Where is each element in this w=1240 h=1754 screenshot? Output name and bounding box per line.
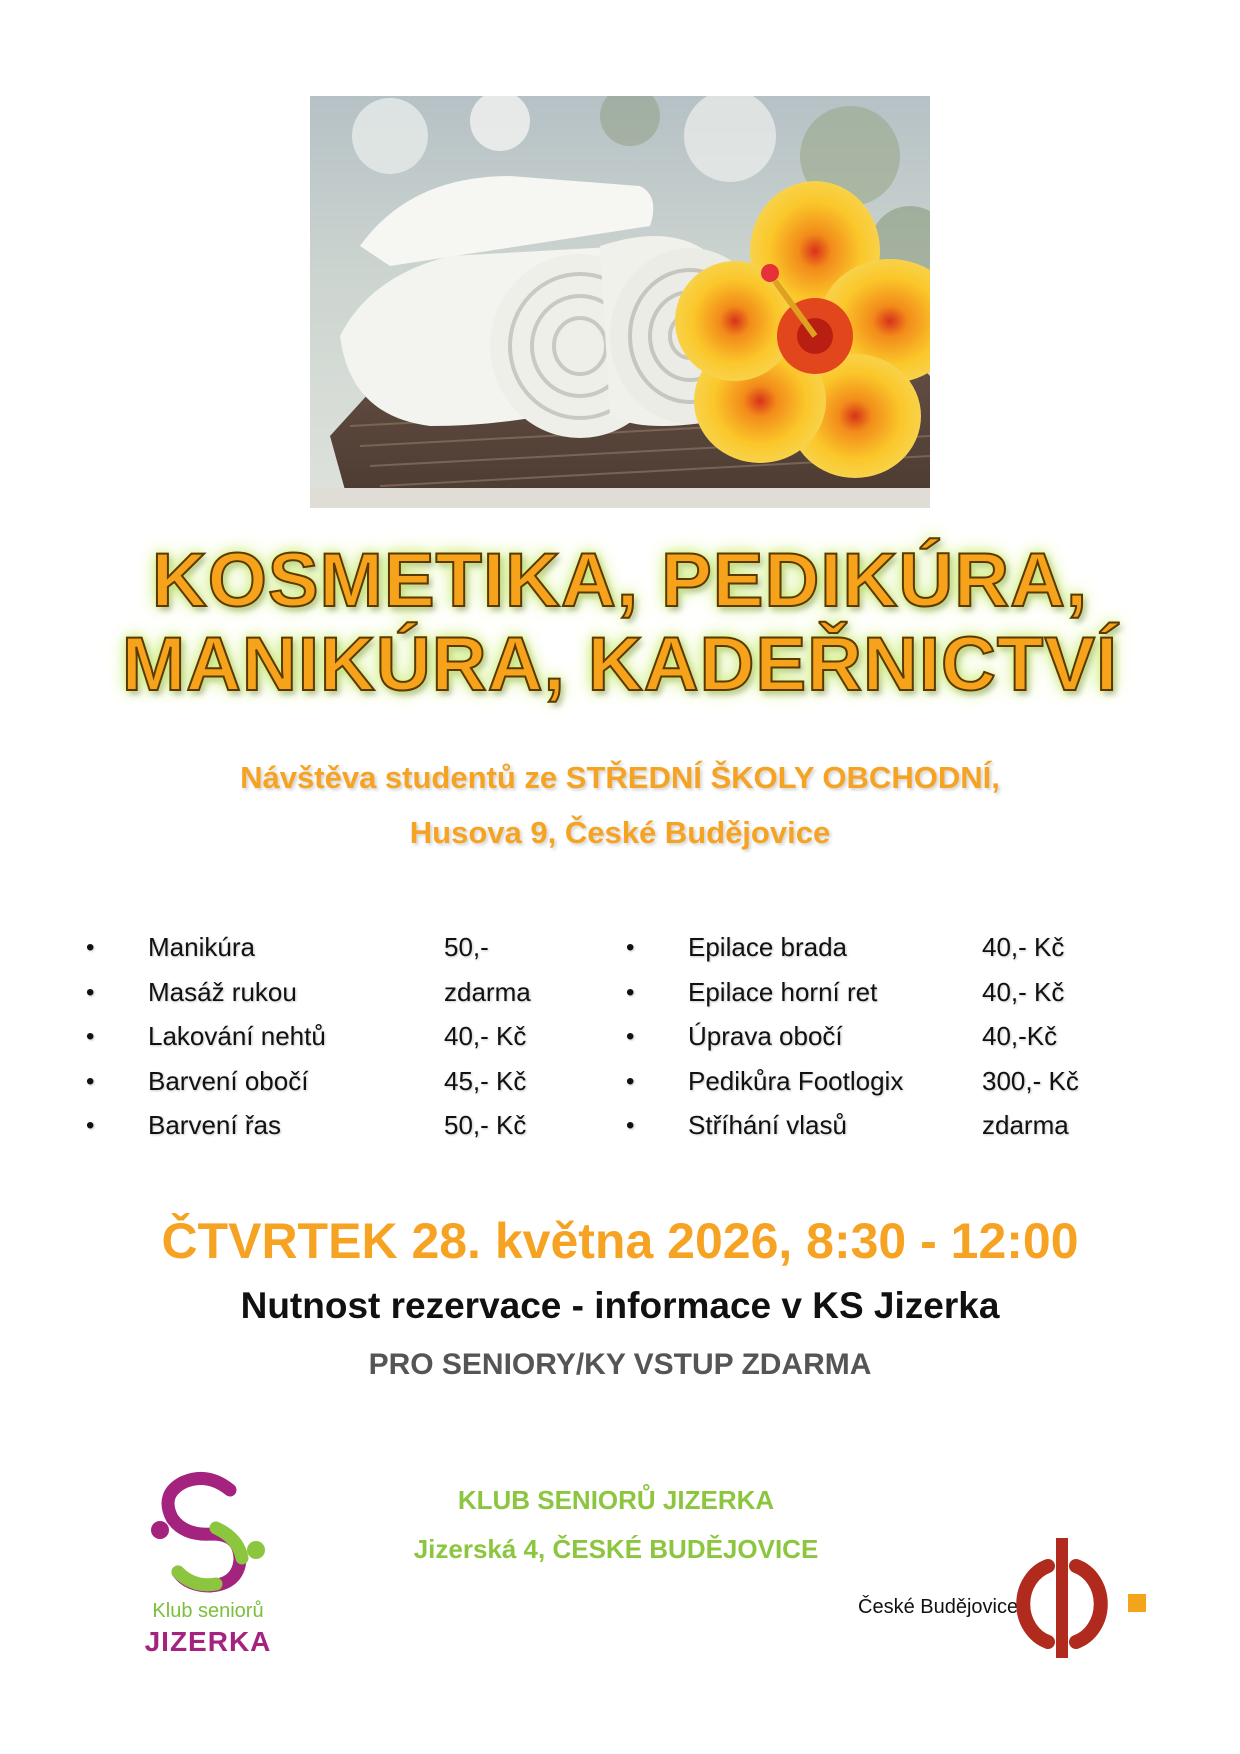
logo-text-line1: Klub seniorů [152,1600,264,1622]
service-price: zdarma [982,1110,1069,1140]
services-list [0,932,1240,1152]
visit-line2: Husova 9, České Budějovice [409,815,831,850]
bullet-icon: • [626,1112,635,1139]
bullet-icon: • [626,978,635,1006]
klub-senioru-emblem-icon [138,1468,278,1598]
service-price: 50,- Kč [444,1110,527,1140]
bullet-icon: • [86,1067,95,1095]
bullet-icon: • [86,934,95,961]
service-price: zdarma [444,976,531,1007]
service-price: 50,- [444,932,489,962]
club-address: Jizerská 4, ČESKÉ BUDĚJOVICE [413,1534,819,1564]
city-name: České Budějovice [858,1596,1019,1618]
service-price: 45,- Kč [444,1065,527,1096]
bullet-icon: • [86,1112,95,1139]
klub-senioru-logo [138,1468,278,1658]
service-name: Lakování nehtů [148,1021,326,1051]
visit-line1: Návštěva studentů ze STŘEDNÍ ŠKOLY OBCHODNÍ, [240,760,1000,795]
service-price: 40,- Kč [982,976,1065,1007]
service-name: Barvení řas [148,1110,281,1140]
service-price: 40,- Kč [982,932,1065,962]
service-name: Úprava obočí [688,1021,843,1051]
free-entry-note: PRO SENIORY/KY VSTUP ZDARMA [368,1348,872,1381]
service-name: Manikúra [148,932,255,962]
logo-text-line2: JIZERKA [144,1626,272,1657]
headline-line1: KOSMETIKA, PEDIKÚRA, [151,538,1089,623]
bullet-icon: • [86,978,95,1006]
event-date: ČTVRTEK 28. května 2026, 8:30 - 12:00 [161,1213,1079,1269]
service-name: Masáž rukou [148,976,297,1007]
ceske-budejovice-logo [858,1538,1148,1658]
service-name: Epilace horní ret [688,976,878,1007]
club-name: KLUB SENIORŮ JIZERKA [457,1485,775,1515]
headline-line2: MANIKÚRA, KADEŘNICTVÍ [121,622,1119,707]
service-name: Epilace brada [688,932,847,962]
bullet-icon: • [626,934,635,961]
service-price: 40,- Kč [444,1021,527,1051]
reservation-note: Nutnost rezervace - informace v KS Jizerka [240,1285,1000,1326]
bullet-icon: • [626,1067,635,1095]
spa-photo [310,96,930,508]
service-name: Stříhání vlasů [688,1110,847,1140]
bullet-icon: • [626,1023,635,1050]
ceske-budejovice-emblem-icon [1008,1538,1148,1658]
service-price: 40,-Kč [982,1021,1058,1051]
bullet-icon: • [86,1023,95,1050]
service-name: Pedikůra Footlogix [688,1065,904,1096]
service-name: Barvení obočí [148,1065,309,1096]
service-price: 300,- Kč [982,1065,1079,1096]
